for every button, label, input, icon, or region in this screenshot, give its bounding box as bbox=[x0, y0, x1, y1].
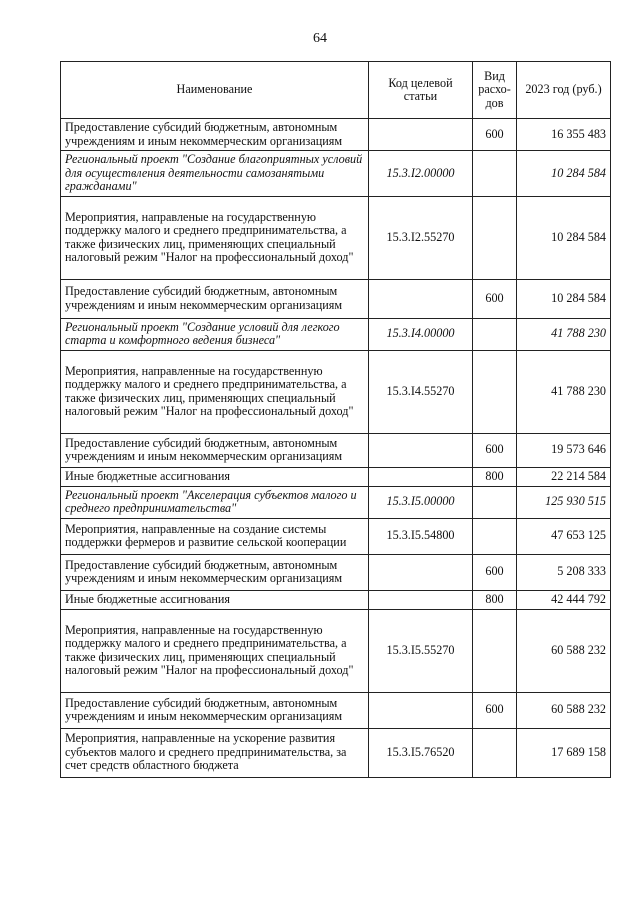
table-row bbox=[61, 609, 611, 692]
row-name-cell: Мероприятия, направленные на государственную поддержку малого и среднего предпринимательства, а также физических лиц, применяющих специальный налоговый режим "Налог на профессиональный доход" bbox=[61, 350, 369, 433]
row-name-cell: Предоставление субсидий бюджетным, автономным учреждениям и иным некоммерческим организациям bbox=[61, 119, 369, 151]
row-kind-cell: 600 bbox=[473, 554, 517, 590]
row-kind-cell bbox=[473, 196, 517, 279]
table-header-row bbox=[61, 62, 611, 119]
header-name: Наименование bbox=[61, 62, 369, 119]
row-kind-cell: 600 bbox=[473, 692, 517, 728]
budget-table bbox=[60, 61, 611, 778]
row-code-cell: 15.3.I2.55270 bbox=[369, 196, 473, 279]
row-kind-cell bbox=[473, 609, 517, 692]
row-code-cell bbox=[369, 279, 473, 318]
row-name-cell: Мероприятия, направленные на создание системы поддержки фермеров и развитие сельской кооперации bbox=[61, 518, 369, 554]
row-code-cell bbox=[369, 467, 473, 486]
row-code-cell: 15.3.I5.00000 bbox=[369, 486, 473, 518]
row-kind-cell: 800 bbox=[473, 467, 517, 486]
row-code-cell: 15.3.I4.00000 bbox=[369, 318, 473, 350]
row-name-cell: Иные бюджетные ассигнования bbox=[61, 590, 369, 609]
row-code-cell: 15.3.I2.00000 bbox=[369, 151, 473, 197]
row-name-cell: Предоставление субсидий бюджетным, автономным учреждениям и иным некоммерческим организациям bbox=[61, 433, 369, 467]
row-name-cell: Мероприятия, направленные на ускорение развития субъектов малого и среднего предпринимательства, за счет средств областного бюджета bbox=[61, 728, 369, 777]
row-name-cell: Региональный проект "Создание условий для легкого старта и комфортного ведения бизнеса" bbox=[61, 318, 369, 350]
row-code-cell bbox=[369, 433, 473, 467]
row-name-cell: Мероприятия, направленые на государственную поддержку малого и среднего предпринимательства, а также физических лиц, применяющих специальный налоговый режим "Налог на профессиональный доход" bbox=[61, 196, 369, 279]
row-amount-cell: 60 588 232 bbox=[517, 692, 611, 728]
row-code-cell: 15.3.I5.54800 bbox=[369, 518, 473, 554]
row-name-cell: Региональный проект "Акселерация субъектов малого и среднего предпринимательства" bbox=[61, 486, 369, 518]
row-amount-cell: 10 284 584 bbox=[517, 196, 611, 279]
table-row bbox=[61, 350, 611, 433]
row-kind-cell: 800 bbox=[473, 590, 517, 609]
table-row bbox=[61, 433, 611, 467]
row-kind-cell: 600 bbox=[473, 119, 517, 151]
table-body bbox=[61, 119, 611, 778]
row-amount-cell: 19 573 646 bbox=[517, 433, 611, 467]
row-kind-cell bbox=[473, 350, 517, 433]
table-row bbox=[61, 486, 611, 518]
row-amount-cell: 41 788 230 bbox=[517, 350, 611, 433]
row-code-cell bbox=[369, 692, 473, 728]
table-row bbox=[61, 518, 611, 554]
row-name-cell: Региональный проект "Создание благоприятных условий для осуществления деятельности самозанятыми гражданами" bbox=[61, 151, 369, 197]
row-amount-cell: 16 355 483 bbox=[517, 119, 611, 151]
table-row bbox=[61, 119, 611, 151]
table-row bbox=[61, 467, 611, 486]
table-row bbox=[61, 279, 611, 318]
row-code-cell: 15.3.I4.55270 bbox=[369, 350, 473, 433]
page-number: 64 bbox=[313, 31, 327, 46]
row-amount-cell: 22 214 584 bbox=[517, 467, 611, 486]
row-kind-cell: 600 bbox=[473, 433, 517, 467]
row-amount-cell: 5 208 333 bbox=[517, 554, 611, 590]
table-row bbox=[61, 728, 611, 777]
row-name-cell: Иные бюджетные ассигнования bbox=[61, 467, 369, 486]
table-row bbox=[61, 151, 611, 197]
row-amount-cell: 47 653 125 bbox=[517, 518, 611, 554]
table-row bbox=[61, 554, 611, 590]
table-row bbox=[61, 590, 611, 609]
row-kind-cell bbox=[473, 486, 517, 518]
table-row bbox=[61, 318, 611, 350]
row-amount-cell: 10 284 584 bbox=[517, 151, 611, 197]
row-kind-cell bbox=[473, 151, 517, 197]
row-name-cell: Предоставление субсидий бюджетным, автономным учреждениям и иным некоммерческим организациям bbox=[61, 554, 369, 590]
row-amount-cell: 41 788 230 bbox=[517, 318, 611, 350]
row-code-cell: 15.3.I5.76520 bbox=[369, 728, 473, 777]
row-kind-cell: 600 bbox=[473, 279, 517, 318]
row-name-cell: Предоставление субсидий бюджетным, автономным учреждениям и иным некоммерческим организациям bbox=[61, 692, 369, 728]
row-amount-cell: 10 284 584 bbox=[517, 279, 611, 318]
row-name-cell: Мероприятия, направленные на государственную поддержку малого и среднего предпринимательства, а также физических лиц, применяющих специальный налоговый режим "Налог на профессиональный доход" bbox=[61, 609, 369, 692]
header-code: Код целевой статьи bbox=[369, 62, 473, 119]
row-kind-cell bbox=[473, 518, 517, 554]
row-code-cell: 15.3.I5.55270 bbox=[369, 609, 473, 692]
row-amount-cell: 17 689 158 bbox=[517, 728, 611, 777]
header-amount: 2023 год (руб.) bbox=[517, 62, 611, 119]
table-row bbox=[61, 196, 611, 279]
row-amount-cell: 60 588 232 bbox=[517, 609, 611, 692]
row-code-cell bbox=[369, 590, 473, 609]
row-code-cell bbox=[369, 119, 473, 151]
table-row bbox=[61, 692, 611, 728]
row-amount-cell: 42 444 792 bbox=[517, 590, 611, 609]
row-kind-cell bbox=[473, 728, 517, 777]
header-kind: Вид расхо-дов bbox=[473, 62, 517, 119]
row-code-cell bbox=[369, 554, 473, 590]
row-amount-cell: 125 930 515 bbox=[517, 486, 611, 518]
row-kind-cell bbox=[473, 318, 517, 350]
row-name-cell: Предоставление субсидий бюджетным, автономным учреждениям и иным некоммерческим организациям bbox=[61, 279, 369, 318]
